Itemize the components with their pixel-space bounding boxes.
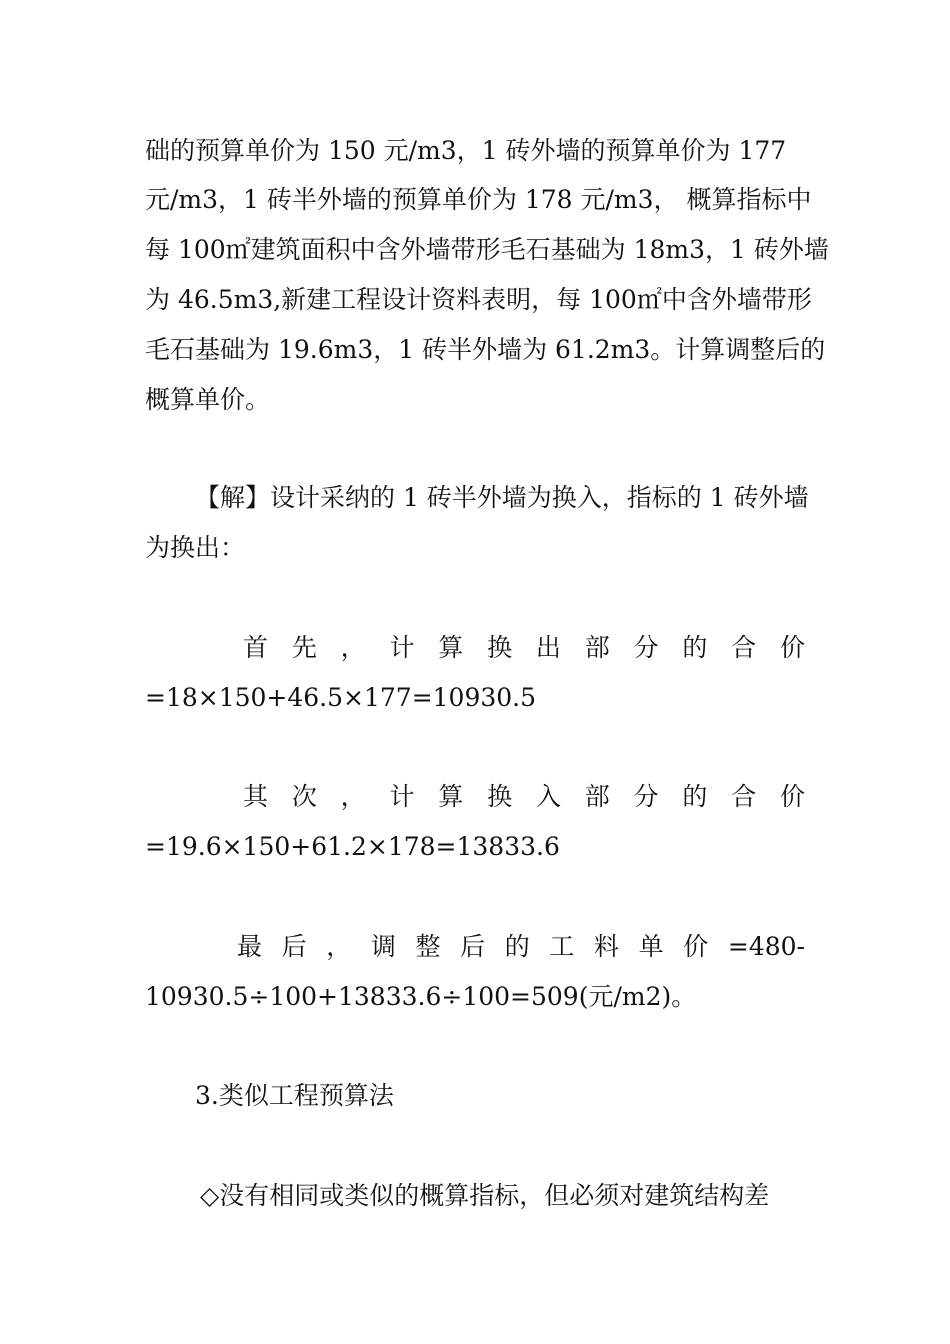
step2-char: 部 [584,782,610,811]
paragraph-line-2: 元/m3，1 砖半外墙的预算单价为 178 元/m3， 概算指标中 [145,185,812,214]
paragraph-line-5: 毛石基础为 19.6m3，1 砖半外墙为 61.2m3。计算调整后的 [145,335,826,364]
step1-char: 先 [291,633,317,662]
step1-sentence [243,632,805,664]
step3-char: 后 [460,932,486,961]
step3-char: 整 [415,932,441,961]
step2-char: ， [340,782,366,811]
step1-formula: =18×150+46.5×177=10930.5 [145,683,537,712]
step3-char: 调 [370,932,396,961]
paragraph-line-1: 础的预算单价为 150 元/m3，1 砖外墙的预算单价为 177 [145,136,787,165]
step3-sentence [237,931,805,963]
step3-char: ， [326,932,352,961]
step3-char: 的 [504,932,530,961]
step3-char: 最 [237,932,263,961]
step1-char: 合 [731,633,757,662]
step1-char: 部 [584,633,610,662]
step3-char: 料 [594,932,620,961]
step2-char: 入 [535,782,561,811]
step1-char: ， [340,633,366,662]
step2-sentence [243,781,805,813]
step2-char: 的 [682,782,708,811]
step2-char: 次 [291,782,317,811]
solution-line-1: 【解】设计采纳的 1 砖半外墙为换入，指标的 1 砖外墙 [195,483,809,512]
step1-char: 算 [438,633,464,662]
paragraph-line-6: 概算单价。 [145,385,271,414]
step1-char: 计 [389,633,415,662]
step3-char: =480- [727,932,805,961]
step1-char: 首 [243,633,269,662]
step1-char: 的 [682,633,708,662]
step3-formula: 10930.5÷100+13833.6÷100=509(元/m2)。 [145,982,697,1011]
step2-char: 分 [633,782,659,811]
paragraph-line-3: 每 100㎡建筑面积中含外墙带形毛石基础为 18m3，1 砖外墙 [145,235,829,264]
step2-char: 算 [438,782,464,811]
step2-char: 计 [389,782,415,811]
step3-char: 价 [683,932,709,961]
step3-char: 工 [549,932,575,961]
paragraph-line-4: 为 46.5m3,新建工程设计资料表明，每 100㎡中含外墙带形 [145,285,812,314]
section-heading: 3.类似工程预算法 [195,1081,394,1110]
step1-char: 分 [633,633,659,662]
bullet-line: ◇没有相同或类似的概算指标，但必须对建筑结构差 [200,1181,770,1210]
step2-char: 价 [779,782,805,811]
step2-formula: =19.6×150+61.2×178=13833.6 [145,832,560,861]
step2-char: 换 [487,782,513,811]
step3-char: 单 [638,932,664,961]
step1-char: 出 [535,633,561,662]
step2-char: 合 [731,782,757,811]
step1-char: 换 [487,633,513,662]
solution-line-2: 为换出： [145,533,246,562]
step3-char: 后 [281,932,307,961]
step1-char: 价 [779,633,805,662]
step2-char: 其 [243,782,269,811]
